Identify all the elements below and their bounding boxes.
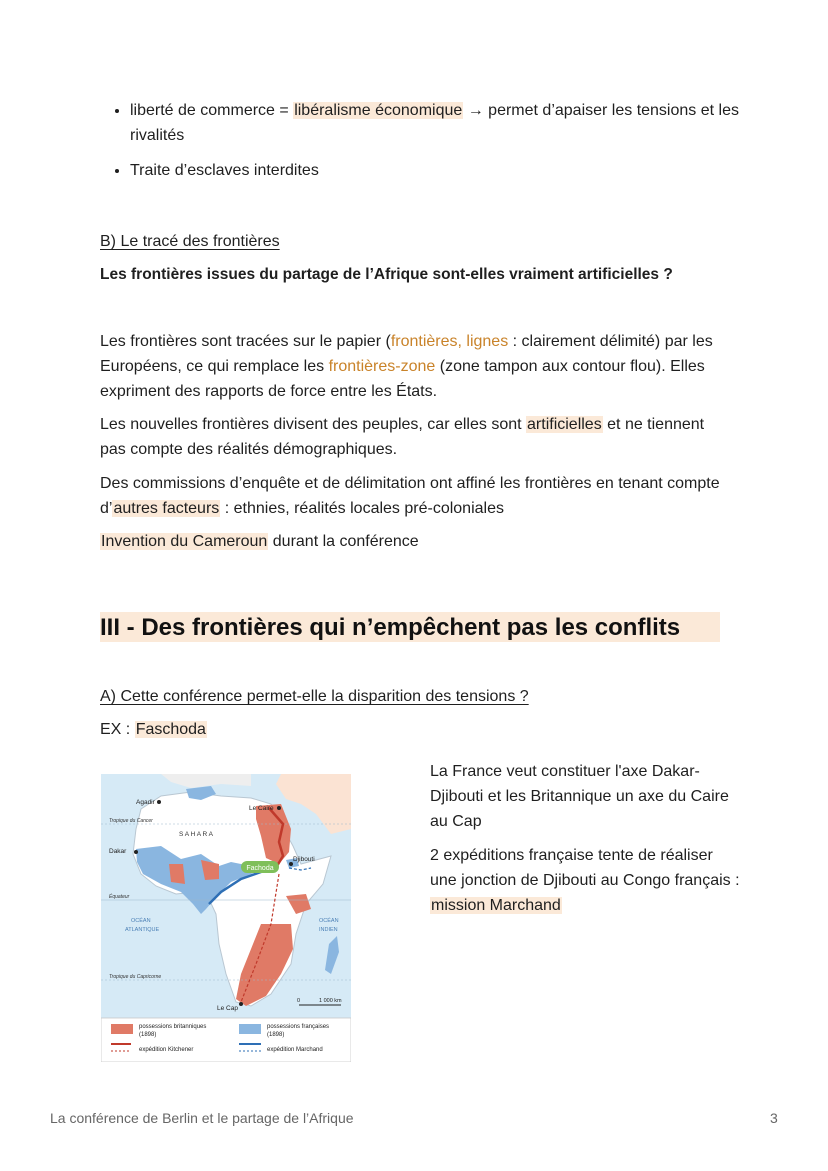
africa-map: [101, 774, 351, 1062]
map-label-agadir: Agadir: [136, 799, 155, 806]
map-label-le-caire: Le Caire: [249, 805, 274, 812]
list-item: • Traite d’esclaves interdites: [130, 158, 770, 183]
map-label-equateur: Équateur: [109, 894, 130, 900]
map-label-ocean-ind: OCÉAN: [319, 918, 339, 924]
highlight: libéralisme économique: [294, 102, 463, 119]
section-3-heading: III - Des frontières qui n’empêchent pas les conflits: [100, 612, 720, 642]
map-label-djibouti: Djibouti: [293, 856, 315, 863]
subsection-question: Les frontières issues du partage de l’Afrique sont-elles vraiment artificielles ?: [100, 266, 673, 283]
legend-british-2: (1898): [139, 1032, 157, 1038]
example-line: EX : Faschoda: [100, 721, 206, 738]
highlight: Faschoda: [135, 721, 206, 738]
legend-swatch-british: [111, 1024, 133, 1034]
map-dot-le-cap: [239, 1002, 243, 1006]
paragraph-2: Les nouvelles frontières divisent des peuples, car elles sont artificielles et ne tiennent pas compte des réalités démographiques.: [100, 416, 705, 458]
map-label-tropique-cancer: Tropique du Cancer: [109, 818, 153, 824]
map-label-fachoda: Fachoda: [246, 865, 274, 872]
orange-term: frontières, lignes: [390, 333, 509, 350]
map-british-west-1: [169, 864, 185, 884]
map-label-dakar: Dakar: [109, 848, 127, 855]
list-item: • liberté de commerce = libéralisme économique → permet d’apaiser les tensions et les rivalités: [130, 98, 770, 148]
paragraph-1: Les frontières sont tracées sur le papier (frontières, lignes : clairement délimité) par les Européens, ce qui remplace les frontières-zone (zone tampon aux contour flou). Elles expriment des rapports de force entre les États.: [100, 333, 713, 400]
paragraph-4: Invention du Cameroun durant la conférence: [101, 533, 419, 550]
orange-term: frontières-zone: [328, 358, 436, 375]
map-dot-dakar: [134, 850, 138, 854]
map-scale-0: 0: [297, 998, 301, 1004]
legend-swatch-french: [239, 1024, 261, 1034]
map-label-le-cap: Le Cap: [217, 1005, 238, 1012]
map-dot-le-caire: [277, 806, 281, 810]
subsection-b-title: B) Le tracé des frontières: [100, 233, 280, 250]
bullet-list: [108, 98, 770, 193]
side-paragraph-1: La France veut constituer l'axe Dakar-Djibouti et les Britannique un axe du Caire au Cap: [430, 763, 729, 830]
legend-marchand: expédition Marchand: [267, 1047, 323, 1053]
subsection-a-title: A) Cette conférence permet-elle la disparition des tensions ?: [100, 688, 529, 705]
map-scale-1000: 1 000 km: [319, 998, 342, 1004]
legend-french-2: (1898): [267, 1032, 285, 1038]
map-label-ocean-atl-2: ATLANTIQUE: [125, 927, 160, 933]
legend-french-1: possessions françaises: [267, 1024, 330, 1030]
highlight: mission Marchand: [431, 897, 561, 914]
map-label-sahara: S A H A R A: [179, 831, 213, 838]
side-paragraph-2: 2 expéditions française tente de réaliser une jonction de Djibouti au Congo français : mission Marchand: [430, 847, 740, 914]
paragraph-3: Des commissions d’enquête et de délimitation ont affiné les frontières en tenant compte d’autres facteurs : ethnies, réalités locales pré-coloniales: [100, 475, 720, 517]
legend-kitchener: expédition Kitchener: [139, 1047, 194, 1053]
highlight: artificielles: [527, 416, 602, 433]
map-label-ocean-ind-2: INDIEN: [319, 927, 338, 933]
highlight: autres facteurs: [113, 500, 220, 517]
legend-british-1: possessions britanniques: [139, 1024, 207, 1030]
map-dot-agadir: [157, 800, 161, 804]
map-label-ocean-atl: OCÉAN: [131, 918, 151, 924]
map-label-tropique-capricorne: Tropique du Capricorne: [109, 974, 162, 980]
highlight: Invention du Cameroun: [101, 533, 268, 550]
page-number: 3: [770, 1110, 778, 1126]
footer-title: La conférence de Berlin et le partage de l’Afrique: [50, 1110, 354, 1126]
